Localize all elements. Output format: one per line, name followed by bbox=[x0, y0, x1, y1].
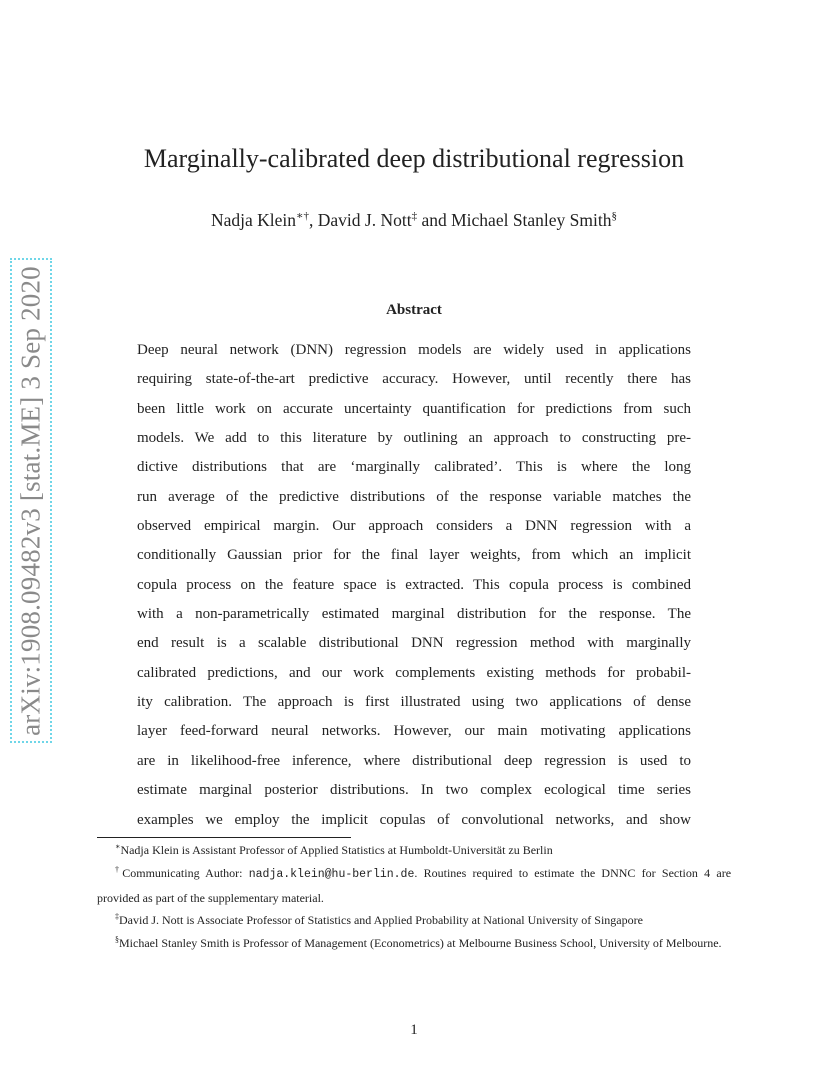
abstract-line: are in likelihood-free inference, where distributional deep regression is used to bbox=[137, 752, 691, 769]
author-footnote-mark: ∗† bbox=[296, 210, 309, 222]
author-list bbox=[0, 210, 828, 231]
author-name: Nadja Klein bbox=[210, 210, 297, 230]
footnote-text: Michael Stanley Smith is Professor of Management (Econometrics) at Melbourne Business School, University of Melbourne. bbox=[119, 936, 722, 951]
footnote-mark: ‡ bbox=[115, 912, 119, 922]
abstract-line: conditionally Gaussian prior for the final layer weights, from which an implicit bbox=[137, 547, 691, 564]
footnote-text: David J. Nott is Associate Professor of Statistics and Applied Probability at National University of Singapore bbox=[119, 913, 643, 928]
abstract-line: run average of the predictive distributions of the response variable matches the bbox=[137, 488, 691, 505]
footnote-mark: ∗ bbox=[115, 842, 121, 851]
footnote-4 bbox=[97, 932, 731, 955]
footnote-1 bbox=[97, 839, 731, 862]
abstract-line: observed empirical margin. Our approach considers a DNN regression with a bbox=[137, 518, 691, 535]
paper-title: Marginally-calibrated deep distributional regression bbox=[143, 144, 685, 173]
footnote-text: Communicating Author: bbox=[122, 865, 249, 880]
abstract-line: been little work on accurate uncertainty quantification for predictions from such bbox=[137, 400, 691, 417]
abstract-line: calibrated predictions, and our work complements existing methods for probabil- bbox=[137, 664, 691, 681]
footnotes bbox=[97, 839, 731, 955]
author-footnote-mark: ‡ bbox=[411, 210, 418, 222]
abstract-line: ity calibration. The approach is first illustrated using two applications of dense bbox=[137, 694, 691, 711]
author-separator: , bbox=[309, 210, 318, 230]
author-email-link[interactable]: nadja.klein@hu-berlin.de bbox=[248, 867, 415, 881]
abstract-body bbox=[137, 336, 691, 835]
author-name: Michael Stanley Smith bbox=[451, 210, 612, 230]
abstract-line: examples we employ the implicit copulas of convolutional networks, and show bbox=[137, 811, 691, 828]
abstract-line: estimate marginal posterior distributions. In two complex ecological time series bbox=[137, 782, 691, 799]
arxiv-identifier-stamp bbox=[10, 258, 52, 743]
author-footnote-mark: § bbox=[611, 210, 618, 222]
page-number: 1 bbox=[410, 1022, 418, 1038]
abstract-line: with a non-parametrically estimated marginal distribution for the response. The bbox=[137, 606, 691, 623]
abstract-line: end result is a scalable distributional DNN regression method with marginally bbox=[137, 635, 691, 652]
abstract-heading: Abstract bbox=[386, 302, 442, 318]
abstract-line: Deep neural network (DNN) regression models are widely used in applications bbox=[137, 342, 691, 358]
abstract-line: requiring state-of-the-art predictive accuracy. However, until recently there has bbox=[137, 371, 691, 388]
abstract-line: models. We add to this literature by outlining an approach to constructing pre- bbox=[137, 430, 691, 447]
abstract-line: copula process on the feature space is extracted. This copula process is combined bbox=[137, 576, 691, 593]
abstract-line: dictive distributions that are ‘marginally calibrated’. This is where the long bbox=[137, 459, 691, 476]
footnote-text: . Routines required to estimate the DNNC for Section 4 are provided as part of the supplementary material. bbox=[97, 865, 732, 905]
author-name: David J. Nott bbox=[317, 210, 412, 230]
footnote-2 bbox=[97, 862, 731, 910]
footnote-text: Nadja Klein is Assistant Professor of Applied Statistics at Humboldt-Universität zu Berlin bbox=[120, 843, 553, 857]
footnote-3 bbox=[97, 909, 731, 932]
author-separator: and bbox=[417, 210, 452, 230]
footnote-divider bbox=[97, 837, 351, 838]
arxiv-identifier-text: arXiv:1908.09482v3 [stat.ME] 3 Sep 2020 bbox=[15, 265, 46, 736]
footnote-mark: § bbox=[115, 935, 119, 945]
abstract-line: layer feed-forward neural networks. However, our main motivating applications bbox=[137, 723, 691, 740]
footnote-mark: † bbox=[115, 864, 123, 874]
